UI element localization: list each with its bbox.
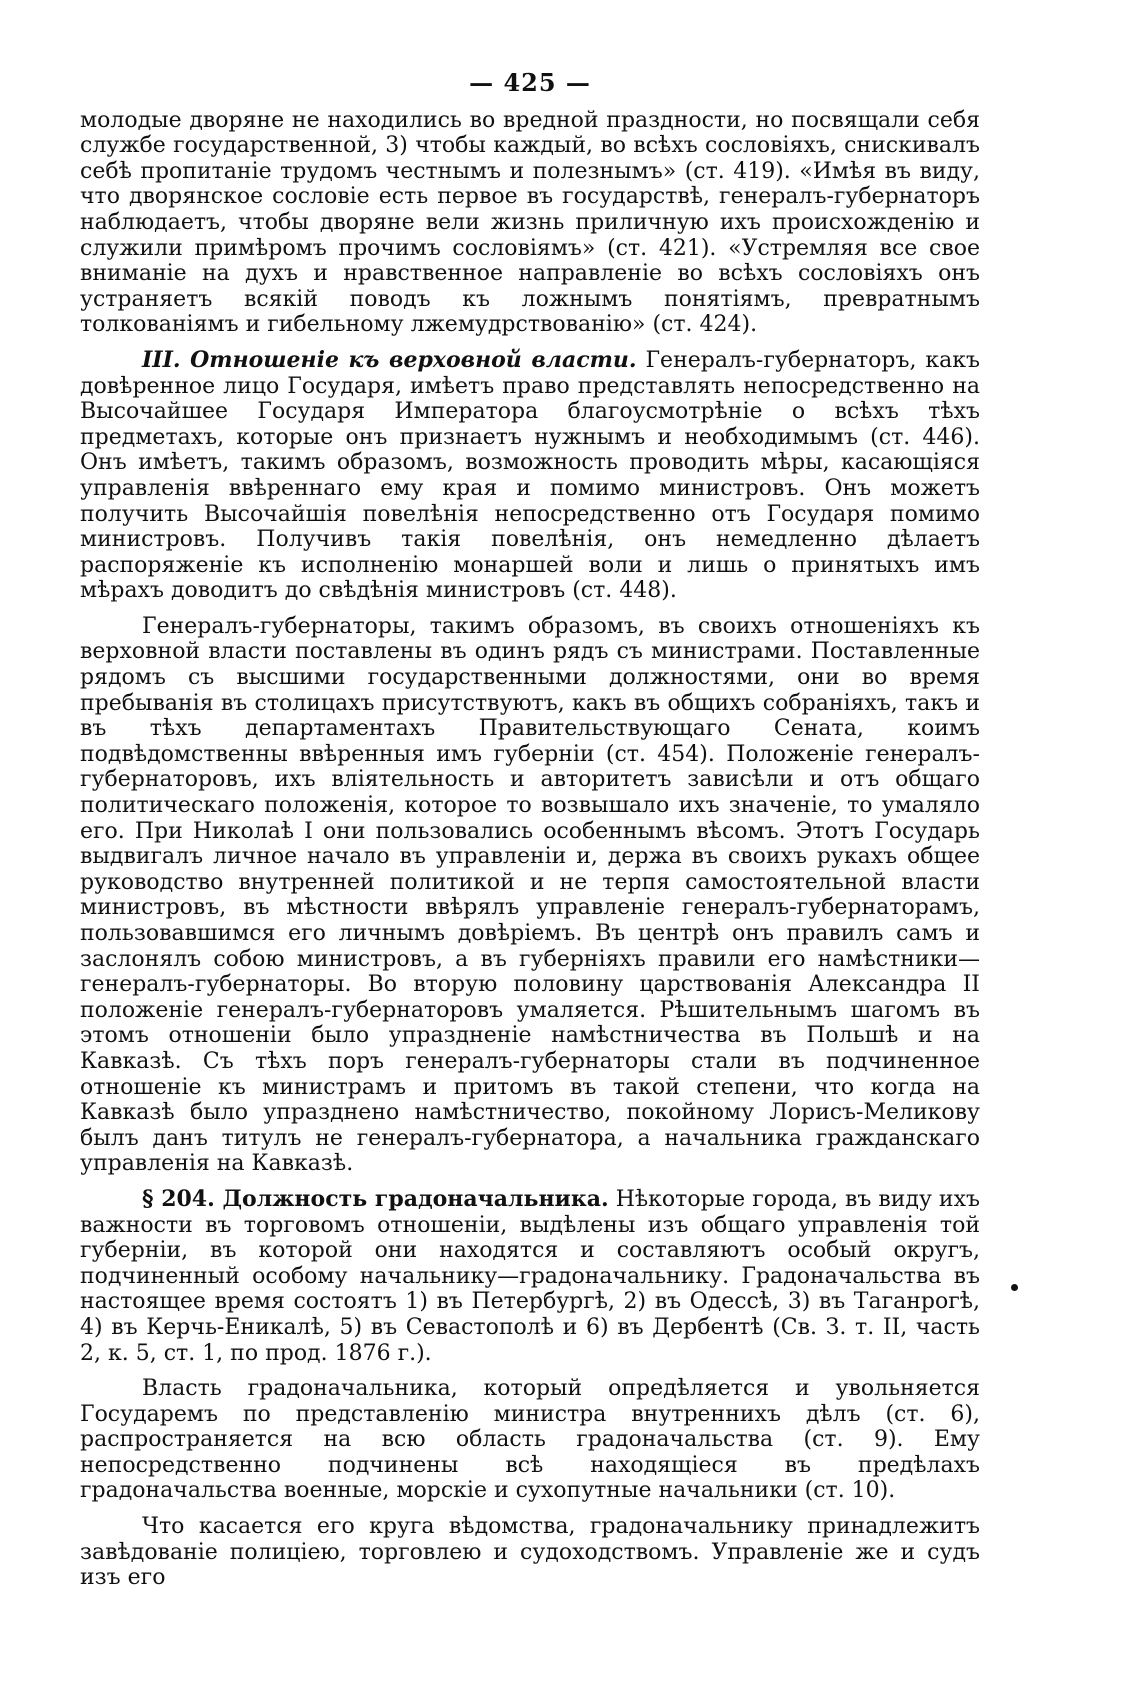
paragraph-3: Генералъ-губернаторы, такимъ образомъ, въ своихъ отношеніяхъ къ верховной власти поставлены въ одинъ рядъ съ министрами. Поставленные рядомъ съ высшими государственными должностями, они во время пребыванія въ столицахъ присутствуютъ, какъ въ общихъ собраніяхъ, такъ и въ тѣхъ департаментахъ Правительствующаго Сената, коимъ подвѣдомственны ввѣренныя имъ губерніи (ст. 454). Положеніе генералъ-губернаторовъ, ихъ вліятельность и авторитетъ зависѣли и отъ общаго политическаго положенія, которое то возвышало ихъ значеніе, то умаляло его. При Николаѣ I они пользовались особеннымъ вѣсомъ. Этотъ Государь выдвигалъ личное начало въ управленіи и, держа въ своихъ рукахъ общее руководство внутренней политикой и не терпя самостоятельной власти министровъ, въ мѣстности ввѣрялъ управленіе генералъ-губернаторамъ, пользовавшимся его личнымъ довѣріемъ. Въ центрѣ онъ правилъ самъ и заслонялъ собою министровъ, а въ губерніяхъ правили его намѣстники—генералъ-губернаторы. Во вторую половину царствованія Александра II положеніе генералъ-губернаторовъ умаляется. Рѣшительнымъ шагомъ въ этомъ отношеніи было упраздненіе намѣстничества въ Польшѣ и на Кавказѣ. Съ тѣхъ поръ генералъ-губернаторы стали въ подчиненное отношеніе къ министрамъ и притомъ въ такой степени, что когда на Кавказѣ было упразднено намѣстничество, покойному Лорисъ-Меликову былъ данъ титулъ не генералъ-губернатора, а начальника гражданскаго управленія на Кавказѣ. [80,613,980,1177]
paragraph-4 [80,1187,980,1366]
page-number: — 425 — [469,68,591,97]
margin-dot [1011,1284,1018,1291]
paragraph-2-text: Генералъ-губернаторъ, какъ довѣренное лицо Государя, имѣетъ право представлять непосредственно на Высочайшее Государя Императора благоусмотрѣніе о всѣхъ тѣхъ предметахъ, которые онъ признаетъ нужнымъ и необходимымъ (ст. 446). Онъ имѣетъ, такимъ образомъ, возможность проводить мѣры, касающіяся управленія ввѣреннаго ему края и помимо министровъ. Онъ можетъ получить Высочайшія повелѣнія непосредственно отъ Государя помимо министровъ. Получивъ такія повелѣнія, онъ немедленно дѣлаетъ распоряженіе къ исполненію монаршей воли и лишь о принятыхъ имъ мѣрахъ доводитъ до свѣдѣнія министровъ (ст. 448). [80,347,980,604]
document-page [80,70,980,1591]
paragraph-1: молодые дворяне не находились во вредной праздности, но посвящали себя службе государственной, 3) чтобы каждый, во всѣхъ сословіяхъ, снискивалъ себѣ пропитаніе трудомъ честнымъ и полезнымъ» (ст. 419). «Имѣя въ виду, что дворянское сословіе есть первое въ государствѣ, генералъ-губернаторъ наблюдаетъ, чтобы дворяне вели жизнь приличную ихъ происхожденію и служили примѣромъ прочимъ сословіямъ» (ст. 421). «Устремляя все свое вниманіе на духъ и нравственное направленіе во всѣхъ сословіяхъ онъ устраняетъ всякій поводъ къ ложнымъ понятіямъ, превратнымъ толкованіямъ и гибельному лжемудрствованію» (ст. 424). [80,107,980,338]
section-heading-204: § 204. Должность градоначальника. [142,1185,609,1212]
section-heading-relation-to-supreme-power: III. Отношеніе къ верховной власти. [142,346,637,373]
paragraph-4-text: Нѣкоторые города, въ виду ихъ важности въ торговомъ отношеніи, выдѣлены изъ общаго управленія той губерніи, въ которой они находятся и составляютъ особый округъ, подчиненный особому начальнику—градоначальнику. Градоначальства въ настоящее время состоятъ 1) въ Петербургѣ, 2) въ Одессѣ, 3) въ Таганрогѣ, 4) въ Керчь-Еникалѣ, 5) въ Севастополѣ и 6) въ Дербентѣ (Св. З. т. II, часть 2, к. 5, ст. 1, по прод. 1876 г.). [80,1186,980,1366]
paragraph-5: Власть градоначальника, который опредѣляется и увольняется Государемъ по представленію министра внутреннихъ дѣлъ (ст. 6), распространяется на всю область градоначальства (ст. 9). Ему непосредственно подчинены всѣ находящіеся въ предѣлахъ градоначальства военные, морскіе и сухопутные начальники (ст. 10). [80,1376,980,1504]
paragraph-2 [80,348,980,604]
paragraph-6: Что касается его круга вѣдомства, градоначальнику принадлежитъ завѣдованіе полиціею, торговлею и судоходствомъ. Управленіе же и судъ изъ его [80,1514,980,1591]
